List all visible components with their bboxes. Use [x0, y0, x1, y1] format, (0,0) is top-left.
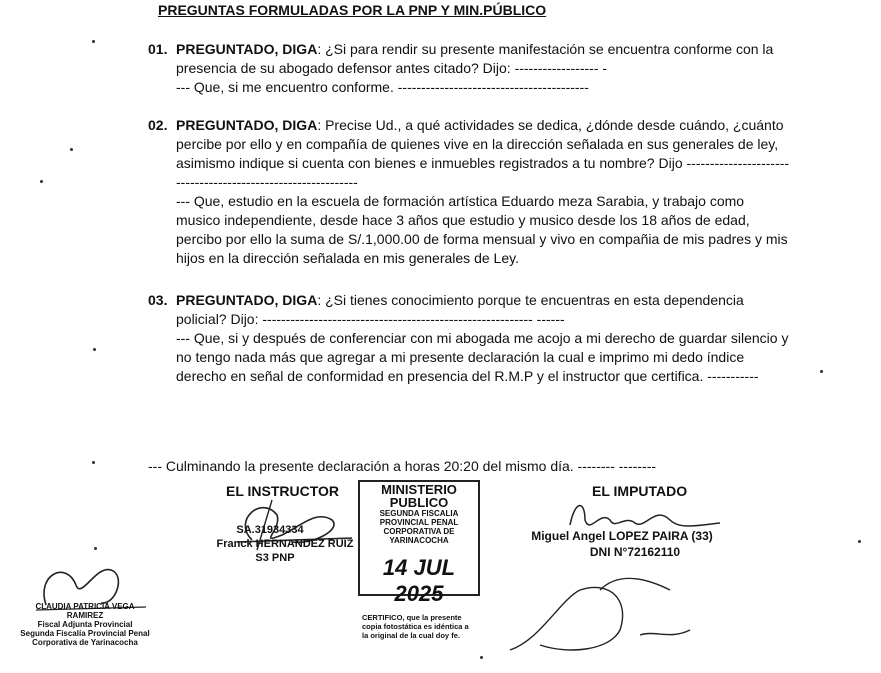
- question-text: : Precise Ud., a qué actividades se dedica, ¿dónde desde cuándo, ¿cuánto percibe por ello y en compañía de quienes vive en la dirección señalada en sus generales de ley, asimismo indique si cuenta con bienes e inmuebles registrados a tu nombre? Dijo -------------------------------------------------------------: [176, 117, 790, 190]
- question-1: [148, 40, 792, 97]
- section-heading: PREGUNTAS FORMULADAS POR LA PNP Y MIN.PÚBLICO: [158, 2, 547, 18]
- scan-speck: [858, 540, 861, 543]
- scan-speck: [480, 656, 483, 659]
- scan-speck: [94, 547, 97, 550]
- prosecutor-name: CLAUDIA PATRICIA VEGA RAMIREZ: [35, 602, 135, 620]
- answer-text: --- Que, si me encuentro conforme. -----------------------------------------: [176, 79, 589, 95]
- closing-line: --- Culminando la presente declaración a horas 20:20 del mismo día. -------- --------: [148, 458, 657, 474]
- question-number: 02.: [148, 117, 168, 133]
- question-label: PREGUNTADO, DIGA: [176, 117, 318, 133]
- prosecutor-stamp: [20, 602, 150, 647]
- question-2: [148, 116, 792, 268]
- answer-text: --- Que, estudio en la escuela de formación artística Eduardo meza Sarabia, y trabajo como musico independiente, desde hace 3 años que estudio y musico desde los 18 años de edad, percibo por ello la suma de S/.1,000.00 de forma mensual y vivo en compañia de mis padres y mis hijos en la dirección señalada en mis generales de Ley.: [176, 193, 788, 266]
- scan-speck: [92, 461, 95, 464]
- scan-speck: [92, 40, 95, 43]
- instructor-name: Franck HERNANDEZ RUIZ: [216, 538, 354, 550]
- instructor-role: EL INSTRUCTOR: [226, 483, 340, 499]
- stamp-date: 14 JUL 2025: [382, 555, 456, 606]
- question-number: 03.: [148, 292, 168, 308]
- stamp-office-2: CORPORATIVA DE YARINACOCHA: [383, 527, 455, 545]
- question-number: 01.: [148, 41, 168, 57]
- prosecutor-office: Segunda Fiscalía Provincial Penal: [20, 629, 150, 638]
- accused-name: Miguel Angel LOPEZ PAIRA (33): [531, 529, 713, 543]
- accused-dni: DNI N°72162110: [589, 545, 681, 559]
- stamp-title: MINISTERIO PUBLICO: [381, 482, 457, 510]
- instructor-cip: SA.31934334: [236, 524, 304, 536]
- question-text: : ¿Si para rendir su presente manifestación se encuentra conforme con la presencia de su abogado defensor antes citado? Dijo: ------------------ -: [176, 41, 774, 76]
- scan-speck: [820, 370, 823, 373]
- question-label: PREGUNTADO, DIGA: [176, 292, 318, 308]
- ministerio-publico-stamp: [358, 480, 480, 640]
- prosecutor-title: Fiscal Adjunta Provincial: [37, 620, 133, 629]
- question-text: : ¿Si tienes conocimiento porque te encuentras en esta dependencia policial? Dijo: ---------------------------------------------------------- ------: [176, 292, 744, 327]
- stamp-certify: CERTIFICO, que la presente copia fotostática es idéntica a la original de la cual doy fe.: [362, 613, 469, 640]
- scan-speck: [93, 348, 96, 351]
- answer-text: --- Que, si y después de conferenciar con mi abogada me acojo a mi derecho de guardar silencio y no tengo nada más que agregar a mi presente declaración la cual e imprimo mi dedo índice derecho en señal de conformidad en presencia del R.M.P y el instructor que certifica. -----------: [176, 330, 789, 384]
- prosecutor-office-2: Corporativa de Yarinacocha: [32, 638, 138, 647]
- question-label: PREGUNTADO, DIGA: [176, 41, 318, 57]
- question-3: [148, 291, 792, 386]
- scan-speck: [40, 180, 43, 183]
- fingerprint-signature-drawing: [480, 560, 710, 660]
- accused-role: EL IMPUTADO: [592, 483, 688, 499]
- scan-speck: [70, 148, 73, 151]
- stamp-office: SEGUNDA FISCALIA PROVINCIAL PENAL: [379, 509, 459, 527]
- instructor-rank: S3 PNP: [255, 552, 295, 564]
